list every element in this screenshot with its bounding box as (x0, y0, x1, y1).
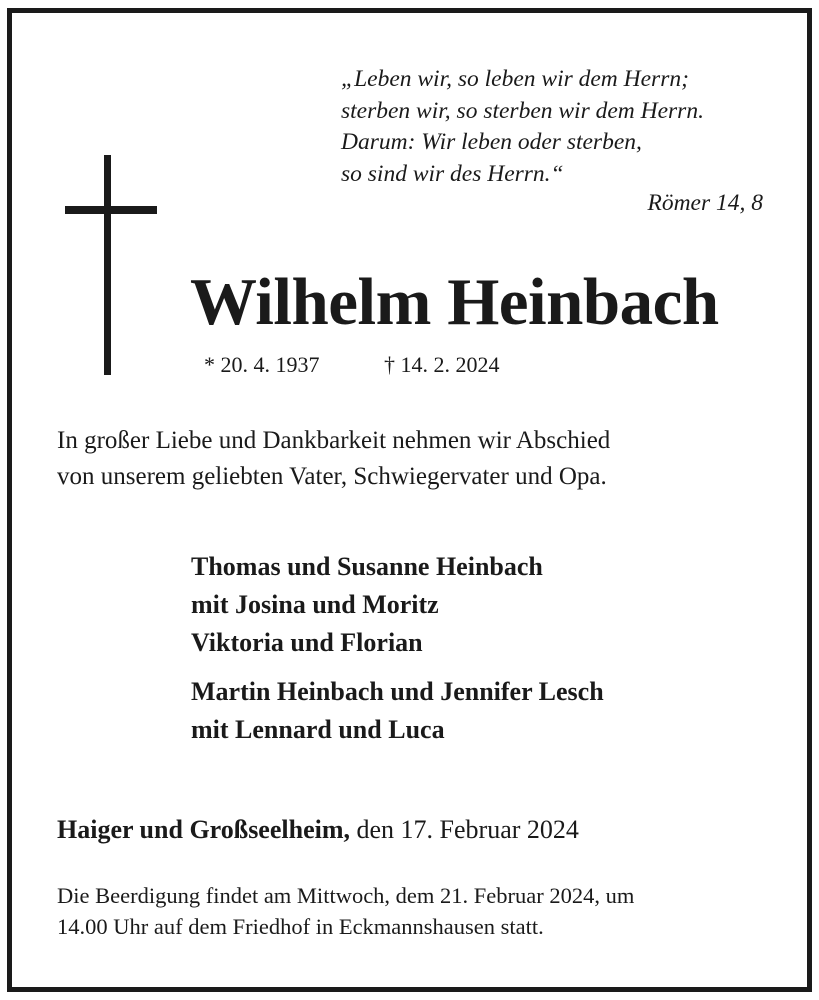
quote-line: Darum: Wir leben oder sterben, (341, 129, 642, 155)
funeral-line: Die Beerdigung findet am Mittwoch, dem 21. Februar 2024, um (57, 883, 635, 908)
notice-date: den 17. Februar 2024 (356, 815, 579, 844)
birth-date: * 20. 4. 1937 (204, 352, 320, 377)
quote-line: sterben wir, so sterben wir dem Herrn. (341, 97, 704, 124)
mourner-line: mit Josina und Moritz (191, 590, 439, 619)
deceased-name: Wilhelm Heinbach (190, 265, 719, 339)
bible-quote (341, 64, 704, 190)
mourner-line: Martin Heinbach und Jennifer Lesch (191, 677, 604, 706)
farewell-line: von unserem geliebten Vater, Schwiegervater und Opa. (57, 463, 607, 490)
farewell-line: In großer Liebe und Dankbarkeit nehmen wir Abschied (57, 427, 611, 454)
quote-line: „Leben wir, so leben wir dem Herrn; (341, 66, 689, 92)
mourner-line: mit Lennard und Luca (191, 715, 445, 744)
death-date: † 14. 2. 2024 (384, 352, 500, 377)
place-date (57, 815, 579, 845)
mourners-group-2 (191, 673, 604, 749)
cross-vertical-bar (104, 155, 111, 375)
funeral-line: 14.00 Uhr auf dem Friedhof in Eckmannshausen statt. (57, 914, 544, 939)
cross-horizontal-bar (65, 206, 157, 214)
mourners-group-1 (191, 548, 543, 662)
mourner-line: Thomas und Susanne Heinbach (191, 552, 543, 581)
farewell-text (57, 423, 610, 495)
funeral-info (57, 880, 634, 942)
place-name: Haiger und Großseelheim, (57, 815, 350, 844)
quote-line: so sind wir des Herrn.“ (341, 160, 564, 187)
quote-reference: Römer 14, 8 (647, 190, 763, 216)
mourner-line: Viktoria und Florian (191, 628, 423, 657)
